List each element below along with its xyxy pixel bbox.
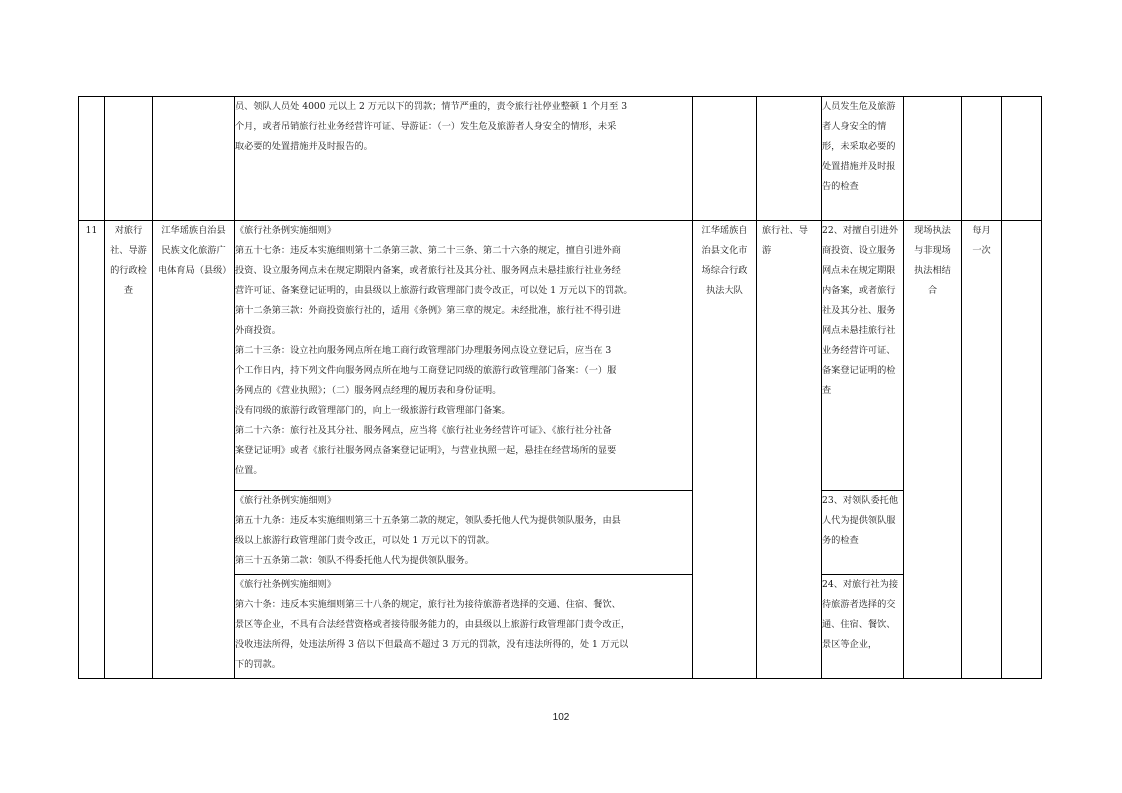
cell-object	[757, 221, 822, 679]
law-line: 第十二条第三款：外商投资旅行社的，适用《条例》第三章的规定。未经批准，旅行社不得引进	[235, 305, 621, 316]
cell-no	[79, 221, 105, 679]
cell-legal-basis	[235, 221, 693, 491]
table-row-11	[79, 221, 1042, 491]
law-line: 位置。	[235, 465, 263, 476]
law-line: 第五十九条：违反本实施细则第三十五条第二款的规定，领队委托他人代为提供领队服务，由县	[235, 515, 621, 526]
law-line: 取必要的处置措施并及时报告的。	[235, 141, 373, 152]
law-line: 务网点的《营业执照》；（二）服务网点经理的履历表和身份证明。	[235, 385, 502, 396]
law-line: 没有同级的旅游行政管理部门的，向上一级旅游行政管理部门备案。	[235, 405, 511, 416]
check-item-text: 人员发生危及旅游者人身安全的情形，未采取必要的处置措施并及时报告的检查	[822, 101, 896, 192]
cell-check-item	[822, 575, 904, 679]
law-line: 外商投资。	[235, 325, 281, 336]
table-row-continued	[79, 97, 1042, 221]
law-line: 个工作日内，持下列文件向服务网点所在地与工商登记同级的旅游行政管理部门备案：（一）服	[235, 365, 617, 376]
law-line: 没收违法所得，处违法所得 3 倍以下但最高不超过 3 万元的罚款，没有违法所得的，处 1 万元以	[235, 639, 629, 650]
cell-frequency	[962, 221, 1002, 679]
cell-method	[904, 97, 962, 221]
cell-method	[904, 221, 962, 679]
object-text: 旅行社、导游	[762, 225, 808, 256]
law-line: 营许可证、备案登记证明的，由县级以上旅游行政管理部门责令改正，可以处 1 万元以下的罚款。	[235, 285, 633, 296]
inspection-table	[78, 96, 1042, 679]
cell-frequency	[962, 97, 1002, 221]
check-item-text: 23、对领队委托他人代为提供领队服务的检查	[822, 495, 899, 546]
law-line: 下的罚款。	[235, 659, 281, 670]
law-line: 《旅行社条例实施细则》	[235, 225, 337, 236]
enforcer-text: 江华瑶族自治县文化市场综合行政执法大队	[701, 225, 748, 296]
law-line: 第六十条：违反本实施细则第三十八条的规定，旅行社为接待旅游者选择的交通、住宿、餐饮、	[235, 599, 621, 610]
law-line: 级以上旅游行政管理部门责令改正，可以处 1 万元以下的罚款。	[235, 535, 495, 546]
cell-check-item	[822, 221, 904, 491]
page-number: 102	[552, 712, 570, 723]
cell-agency	[153, 221, 235, 679]
cell-legal-basis	[235, 97, 693, 221]
law-line: 第三十五条第二款：领队不得委托他人代为提供领队服务。	[235, 555, 474, 566]
law-line: 第二十三条：设立社向服务网点所在地工商行政管理部门办理服务网点设立登记后，应当在 3	[235, 345, 612, 356]
row-number: 11	[85, 225, 98, 236]
law-line: 景区等企业，不具有合法经营资格或者接待服务能力的，由县级以上旅游行政管理部门责令改正，	[235, 619, 631, 630]
cell-remark	[1002, 97, 1042, 221]
cell-check-item	[822, 491, 904, 575]
cell-remark	[1002, 221, 1042, 679]
law-line: 投资、设立服务网点未在规定期限内备案，或者旅行社及其分社、服务网点未悬挂旅行社业务经	[235, 265, 621, 276]
frequency-text: 每月一次	[972, 225, 991, 256]
law-line: 《旅行社条例实施细则》	[235, 579, 337, 590]
law-line: 员、领队人员处 4000 元以上 2 万元以下的罚款；情节严重的，责令旅行社停业整顿 1 个月至 3	[235, 101, 628, 112]
law-line: 第二十六条：旅行社及其分社、服务网点，应当将《旅行社业务经营许可证》、《旅行社分社备	[235, 425, 612, 436]
cell-category	[105, 221, 153, 679]
cell-object	[757, 97, 822, 221]
law-line: 个月，或者吊销旅行社业务经营许可证、导游证：（一）发生危及旅游者人身安全的情形，未采	[235, 121, 617, 132]
method-text: 现场执法与非现场执法相结合	[914, 225, 951, 296]
cell-legal-basis	[235, 491, 693, 575]
law-line: 第五十七条：违反本实施细则第十二条第三款、第二十三条、第二十六条的规定，擅自引进外商	[235, 245, 621, 256]
cell-agency	[153, 97, 235, 221]
check-item-text: 22、对擅自引进外商投资、设立服务网点未在规定期限内备案，或者旅行社及其分社、服务网点未悬挂旅行社业务经营许可证、备案登记证明的检查	[822, 225, 899, 396]
cell-enforcer	[693, 221, 757, 679]
check-item-text: 24、对旅行社为接待旅游者选择的交通、住宿、餐饮、景区等企业，	[822, 579, 899, 650]
law-line: 《旅行社条例实施细则》	[235, 495, 337, 506]
cell-enforcer	[693, 97, 757, 221]
cell-no	[79, 97, 105, 221]
cell-legal-basis	[235, 575, 693, 679]
agency-text: 江华瑶族自治县民族文化旅游广电体育局（县级）	[158, 225, 232, 276]
law-line: 案登记证明》或者《旅行社服务网点备案登记证明》，与营业执照一起，悬挂在经营场所的显要	[235, 445, 617, 456]
category-text: 对旅行社、导游的行政检查	[110, 225, 147, 296]
cell-check-item	[822, 97, 904, 221]
cell-category	[105, 97, 153, 221]
